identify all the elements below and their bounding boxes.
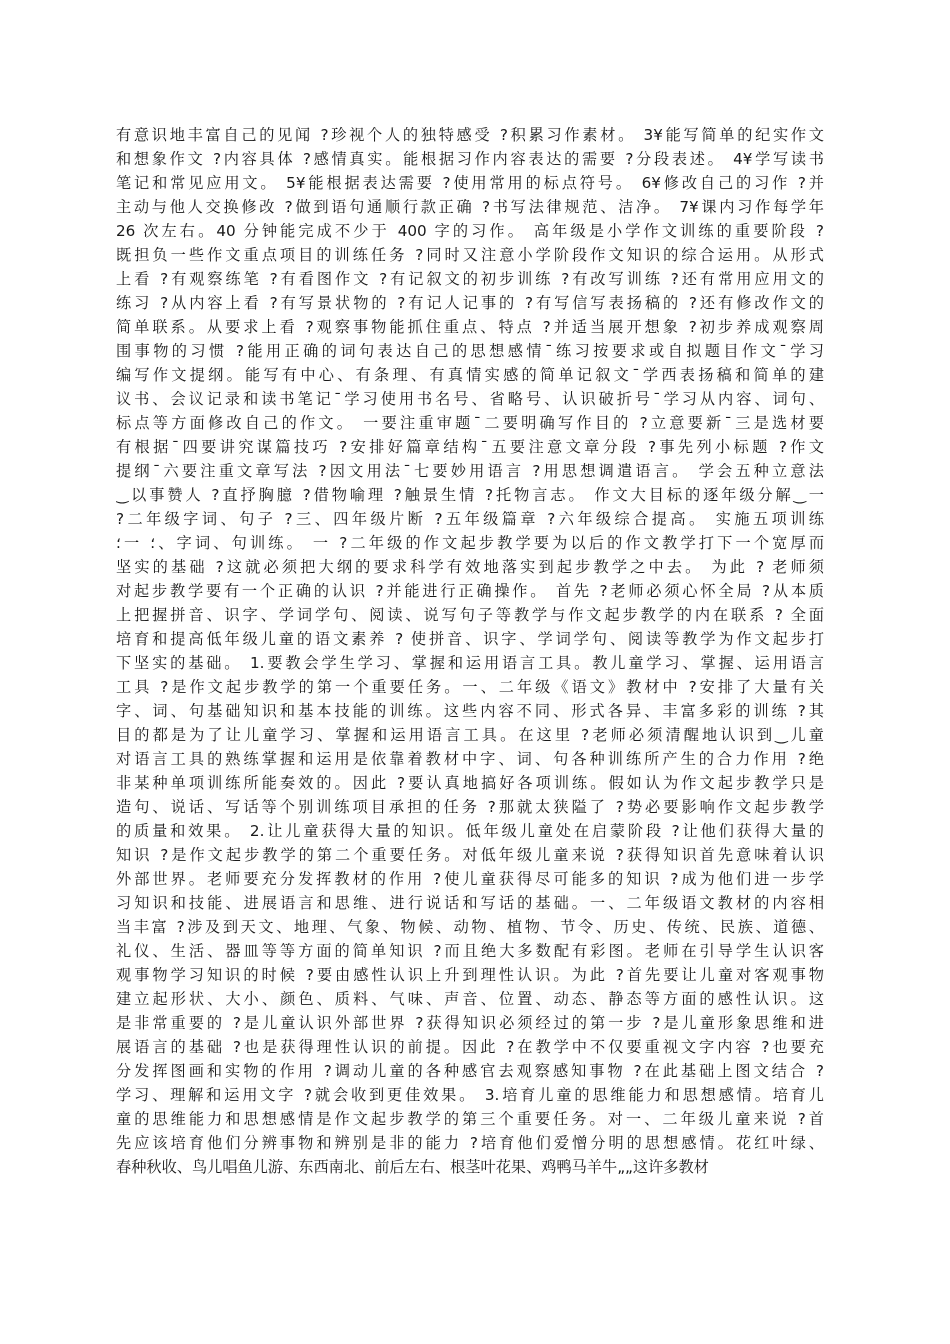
text-line: 分发挥图画和实物的作用 ?调动儿童的各种感官去观察感知事物 ?在此基础上图文结合 ? xyxy=(116,1062,824,1080)
text-line: 知识 ?是作文起步教学的第二个重要任务。对低年级儿童来说 ?获得知识首先意味着认识 xyxy=(116,846,824,864)
text-line: 观事物学习知识的时候 ?要由感性认识上升到理性认识。为此 ?首先要让儿童对客观事物 xyxy=(116,966,824,984)
text-line: 工具 ?是作文起步教学的第一个重要任务。一、二年级《语文》教材中 ?安排了大量有关 xyxy=(116,678,824,696)
text-line: 既担负一些作文重点项目的训练任务 ?同时又注意小学阶段作文知识的综合运用。从形式 xyxy=(116,246,824,264)
text-line: 的质量和效果。 2.让儿童获得大量的知识。低年级儿童处在启蒙阶段 ?让他们获得大量的 xyxy=(116,822,824,840)
text-line: 外部世界。老师要充分发挥教材的作用 ?使儿童获得尽可能多的知识 ?成为他们进一步学 xyxy=(116,870,824,888)
text-line: 非某种单项训练所能奏效的。因此 ?要认真地搞好各项训练。假如认为作文起步教学只是 xyxy=(116,774,824,792)
text-line: 提纲¯六要注重文章写法 ?因文用法¯七要妙用语言 ?用思想调遣语言。 学会五种立意法 xyxy=(116,462,824,480)
text-line: 童的思维能力和思想感情是作文起步教学的第三个重要任务。对一、二年级儿童来说 ?首 xyxy=(116,1110,824,1128)
text-line: 简单联系。从要求上看 ?观察事物能抓住重点、特点 ?并适当展开想象 ?初步养成观察周 xyxy=(116,318,824,336)
text-line: 是非常重要的 ?是儿童认识外部世界 ?获得知识必须经过的第一步 ?是儿童形象思维和进 xyxy=(116,1014,824,1032)
document-page xyxy=(116,123,824,1179)
text-line: 习知识和技能、进展语言和思维、进行说话和写话的基础。一、二年级语文教材的内容相 xyxy=(116,894,824,912)
text-line: 礼仪、生活、器皿等等方面的简单知识 ?而且绝大多数配有彩图。老师在引导学生认识客 xyxy=(116,942,824,960)
text-line: 春种秋收、鸟儿唱鱼儿游、东西南北、前后左右、根茎叶花果、鸡鸭马羊牛„„这许多教材 xyxy=(116,1158,709,1176)
text-line: 展语言的基础 ?也是获得理性认识的前提。因此 ?在教学中不仅要重视文字内容 ?也要充 xyxy=(116,1038,824,1056)
text-line: 和想象作文 ?内容具体 ?感情真实。能根据习作内容表达的需要 ?分段表述。 4¥学写读书 xyxy=(116,150,824,168)
text-line: 对起步教学要有一个正确的认识 ?并能进行正确操作。 首先 ?老师必须心怀全局 ?从本质 xyxy=(116,582,824,600)
text-line: 围事物的习惯 ?能用正确的词句表达自己的思想感情¯练习按要求或自拟题目作文¯学习 xyxy=(116,342,824,360)
text-line: 坚实的基础 ?这就必须把大纲的要求科学有效地落实到起步教学之中去。 为此 ? 老师须 xyxy=(116,558,824,576)
text-line: 26 次左右。40 分钟能完成不少于 400 字的习作。 高年级是小学作文训练的重要阶段 ? xyxy=(116,222,824,240)
text-line: 学习、理解和运用文字 ?就会收到更佳效果。 3.培育儿童的思维能力和思想感情。培育儿 xyxy=(116,1086,824,1104)
text-line: 目的都是为了让儿童学习、掌握和运用语言工具。在这里 ?老师必须清醒地认识到‿儿童 xyxy=(116,726,824,744)
text-line: 练习 ?从内容上看 ?有写景状物的 ?有记人记事的 ?有写信写表扬稿的 ?还有修改作文的 xyxy=(116,294,824,312)
text-line: 造句、说话、写话等个别训练项目承担的任务 ?那就太狭隘了 ?势必要影响作文起步教学 xyxy=(116,798,824,816)
text-line: 字、词、句基础知识和基本技能的训练。这些内容不同、形式各异、丰富多彩的训练 ?其 xyxy=(116,702,824,720)
text-line: 有意识地丰富自己的见闻 ?珍视个人的独特感受 ?积累习作素材。 3¥能写简单的纪实作文 xyxy=(116,126,824,144)
text-line: 建立起形状、大小、颜色、质料、气味、声音、位置、动态、静态等方面的感性认识。这 xyxy=(116,990,824,1008)
text-line: 编写作文提纲。能写有中心、有条理、有真情实感的简单记叙文¯学西表扬稿和简单的建 xyxy=(116,366,824,384)
text-line: ?二年级字词、句子 ?三、四年级片断 ?五年级篇章 ?六年级综合提高。 实施五项训练 xyxy=(116,510,824,528)
text-line: 标点等方面修改自己的作文。 一要注重审题¯二要明确写作目的 ?立意要新¯三是选材要 xyxy=(116,414,824,432)
text-line: 上把握拼音、识字、学词学句、阅读、说写句子等教学与作文起步教学的内在联系 ? 全面 xyxy=(116,606,824,624)
text-line: 培育和提高低年级儿童的语文素养 ? 使拼音、识字、学词学句、阅读等教学为作文起步打 xyxy=(116,630,824,648)
text-line: 先应该培育他们分辨事物和辨别是非的能力 ?培育他们爱憎分明的思想感情。花红叶绿、 xyxy=(116,1134,824,1152)
text-line: 笔记和常见应用文。 5¥能根据表达需要 ?使用常用的标点符号。 6¥修改自己的习作 ?并 xyxy=(116,174,824,192)
text-line: 上看 ?有观察练笔 ?有看图作文 ?有记叙文的初步训练 ?有改写训练 ?还有常用应用文的 xyxy=(116,270,824,288)
text-line: ‿以事赞人 ?直抒胸臆 ?借物喻理 ?触景生情 ?托物言志。 作文大目标的逐年级分解‿一 xyxy=(116,486,824,504)
text-line: 有根据¯四要讲究谋篇技巧 ?安排好篇章结构¯五要注意文章分段 ?事先列小标题 ?作文 xyxy=(116,438,824,456)
text-line: ؛一 ؛、字词、句训练。 一 ?二年级的作文起步教学要为以后的作文教学打下一个宽厚而 xyxy=(116,534,824,552)
text-line: 议书、会议记录和读书笔记¯学习使用书名号、省略号、认识破折号¯学习从内容、词句、 xyxy=(116,390,824,408)
text-line: 下坚实的基础。 1.要教会学生学习、掌握和运用语言工具。教儿童学习、掌握、运用语言 xyxy=(116,654,824,672)
text-line: 对语言工具的熟练掌握和运用是依靠着教材中字、词、句各种训练所产生的合力作用 ?绝 xyxy=(116,750,824,768)
text-line: 当丰富 ?涉及到天文、地理、气象、物候、动物、植物、节令、历史、传统、民族、道德、 xyxy=(116,918,824,936)
text-line: 主动与他人交换修改 ?做到语句通顺行款正确 ?书写法律规范、洁净。 7¥课内习作每学年 xyxy=(116,198,824,216)
